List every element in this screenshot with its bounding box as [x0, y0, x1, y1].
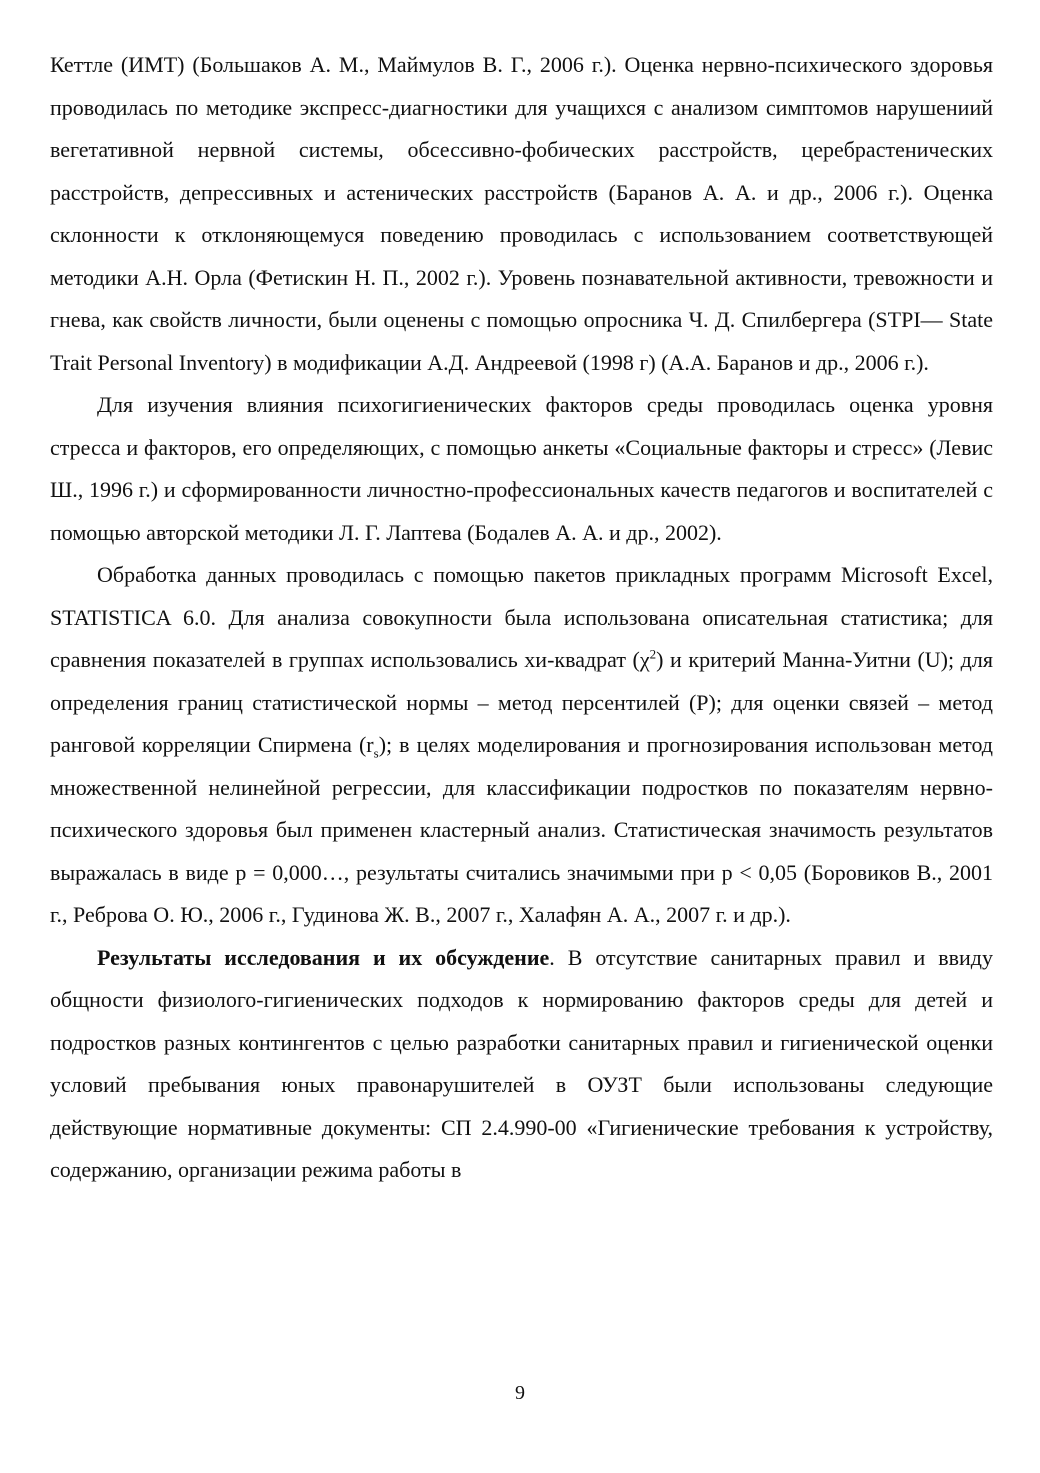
paragraph-text: . В отсутствие санитарных правил и ввиду общности физиолого-гигиенических подходов к нормированию факторов среды для детей и подростков разных контингентов с целью разработки санитарных правил и гигиенической оценки условий пребывания юных правонарушителей в ОУЗТ были использованы следующие действующие нормативные документы: СП 2.4.990-00 «Гигиенические требования к устройству, содержанию, организации режима работы в	[50, 944, 993, 1182]
paragraph-results	[50, 937, 993, 1192]
page-number: 9	[515, 1382, 525, 1404]
paragraph-text: ); в целях моделирования и прогнозирования использован метод множественной нелинейной регрессии, для классификации подростков по показателям нервно-психического здоровья был применен кластерный анализ. Статистическая значимость результатов выражалась в виде p = 0,000…, результаты считались значимыми при p < 0,05 (Боровиков В., 2001 г., Реброва О. Ю., 2006 г., Гудинова Ж. В., 2007 г., Халафян А. А., 2007 г. и др.).	[50, 732, 993, 927]
paragraph-statistics	[50, 554, 993, 937]
paragraph-text: Обработка данных проводилась с помощью пакетов прикладных программ Microsoft Excel, STATISTICA 6.0. Для анализа совокупности была использована описательная статистика; для сравнения показателей в группах использовались хи-квадрат (χ	[50, 562, 993, 672]
paragraph-stress-factors	[50, 384, 993, 554]
paragraph-text: ) и критерий Манна-Уитни (U); для определения границ статистической нормы – метод персентилей (P); для оценки связей – метод ранговой корреляции Спирмена (r	[50, 647, 993, 757]
paragraph-text: Кеттле (ИМТ) (Большаков А. М., Маймулов В. Г., 2006 г.). Оценка нервно-психического здоровья проводилась по методике экспресс-диагностики для учащихся с анализом симптомов нарушениий вегетативной нервной системы, обсессивно-фобических расстройств, церебрастенических расстройств, депрессивных и астенических расстройств (Баранов А. А. и др., 2006 г.). Оценка склонности к отклоняющемуся поведению проводилась с использованием соответствующей методики А.Н. Орла (Фетискин Н. П., 2002 г.). Уровень познавательной активности, тревожности и гнева, как свойств личности, были оценены с помощью опросника Ч. Д. Спилбергера (STPI— State Trait Personal Inventory) в модификации А.Д. Андреевой (1998 г) (А.А. Баранов и др., 2006 г.).	[50, 52, 993, 375]
paragraph-text: Для изучения влияния психогигиенических факторов среды проводилась оценка уровня стресса и факторов, его определяющих, с помощью анкеты «Социальные факторы и стресс» (Левис Ш., 1996 г.) и сформированности личностно-профессиональных качеств педагогов и воспитателей с помощью авторской методики Л. Г. Лаптева (Бодалев А. А. и др., 2002).	[50, 392, 993, 545]
subscript: s	[373, 745, 379, 761]
document-page	[50, 44, 993, 1192]
superscript: 2	[649, 646, 657, 662]
section-heading: Результаты исследования и их обсуждение	[97, 944, 550, 970]
paragraph-methods-continued	[50, 44, 993, 384]
